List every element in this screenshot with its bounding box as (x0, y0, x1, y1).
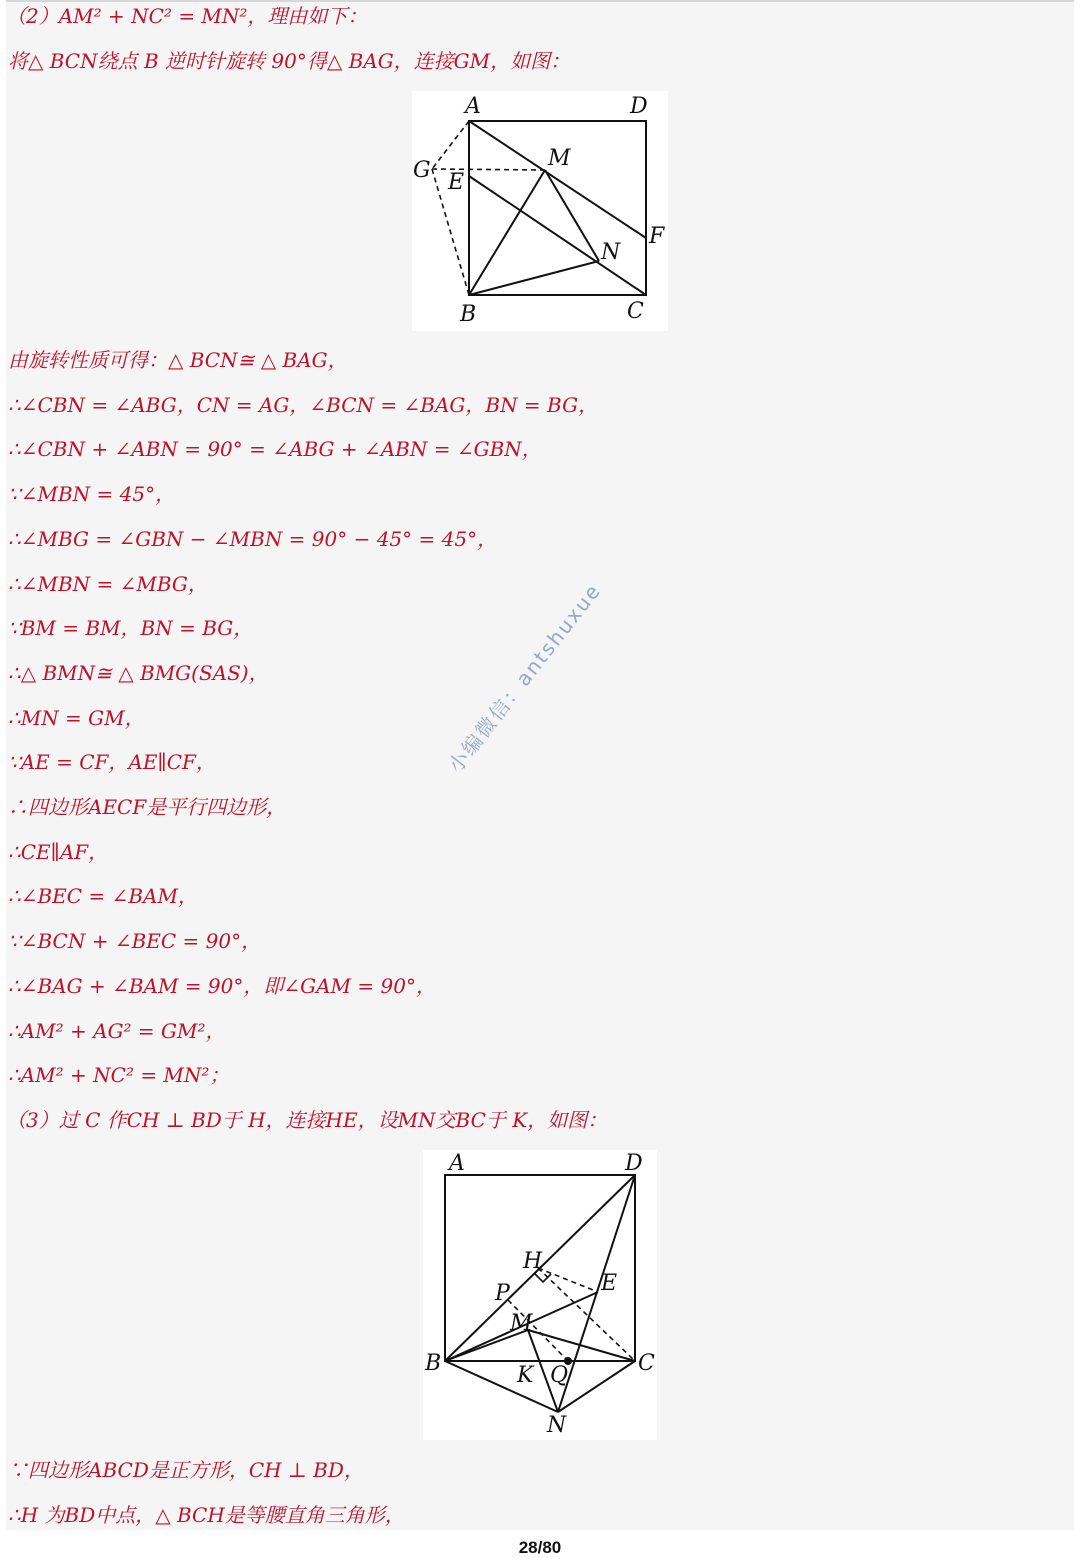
proof-line: ∴∠BAG + ∠BAM = 90°，即∠GAM = 90°， (8, 973, 436, 998)
fig2-label-H: H (523, 1249, 543, 1274)
fig1-label-D: D (630, 94, 648, 119)
fig1-label-C: C (627, 299, 644, 324)
proof-line: ∴∠MBN = ∠MBG， (8, 571, 208, 596)
proof-line: ∴∠BEC = ∠BAM， (8, 884, 198, 909)
proof-line: ∴∠CBN + ∠ABN = 90° = ∠ABG + ∠ABN = ∠GBN， (8, 437, 542, 462)
proof-line: ∴∠CBN = ∠ABG，CN = AG，∠BCN = ∠BAG，BN = BG， (8, 392, 599, 417)
proof-line: ∵AE = CF，AE∥CF， (8, 750, 216, 775)
part2-heading: （2）AM² + NC² = MN²，理由如下： (6, 4, 368, 28)
fig2-label-D: D (625, 1151, 643, 1176)
figure-square-rotation (412, 91, 668, 331)
proof-line: ∴MN = GM， (8, 705, 145, 730)
fig2-label-E: E (601, 1271, 618, 1296)
fig2-label-A: A (449, 1151, 465, 1176)
proof-line: ∴AM² + AG² = GM²， (8, 1018, 226, 1043)
fig1-label-F: F (649, 224, 665, 249)
fig1-label-B: B (460, 302, 477, 327)
rotation-statement: 将△ BCN绕点 B 逆时针旋转 90°得△ BAG，连接GM，如图： (8, 49, 571, 73)
fig2-label-P: P (495, 1281, 510, 1306)
proof-line: ∴CE∥AF， (8, 839, 109, 864)
fig2-label-Q: Q (550, 1363, 569, 1388)
proof-line: ∵BM = BM，BN = BG， (8, 616, 254, 641)
proof-line: ∴四边形AECF是平行四边形， (8, 795, 287, 819)
fig2-label-M: M (510, 1311, 533, 1336)
proof-line: ∵四边形ABCD是正方形，CH ⊥ BD， (8, 1458, 364, 1482)
fig1-label-N: N (601, 240, 621, 265)
figure-square-perpendicular (423, 1150, 657, 1440)
proof-line: ∵∠MBN = 45°， (8, 482, 176, 507)
fig1-label-E: E (448, 170, 465, 195)
top-rule (6, 0, 1074, 2)
fig1-label-M: M (548, 146, 571, 171)
proof-line: 由旋转性质可得：△ BCN≅ △ BAG， (8, 348, 348, 372)
fig1-label-A: A (465, 94, 481, 119)
fig2-label-C: C (638, 1351, 655, 1376)
fig1-label-G: G (413, 158, 431, 183)
page-number: 28/80 (518, 1538, 562, 1557)
proof-line: ∴∠MBG = ∠GBN − ∠MBN = 90° − 45° = 45°， (8, 526, 498, 551)
watermark: 小编微信：antshuxue (443, 578, 606, 778)
proof-line: ∵∠BCN + ∠BEC = 90°， (8, 929, 262, 954)
proof-line: （3）过 C 作CH ⊥ BD于 H，连接HE，设MN交BC于 K，如图： (6, 1107, 608, 1132)
fig2-label-K: K (517, 1363, 534, 1388)
proof-line: ∴H 为BD中点，△ BCH是等腰直角三角形， (8, 1502, 405, 1527)
proof-line: ∴△ BMN≅ △ BMG(SAS)， (8, 660, 269, 685)
fig2-label-N: N (547, 1413, 567, 1438)
proof-line: ∴AM² + NC² = MN²； (8, 1063, 230, 1088)
fig2-label-B: B (425, 1351, 442, 1376)
